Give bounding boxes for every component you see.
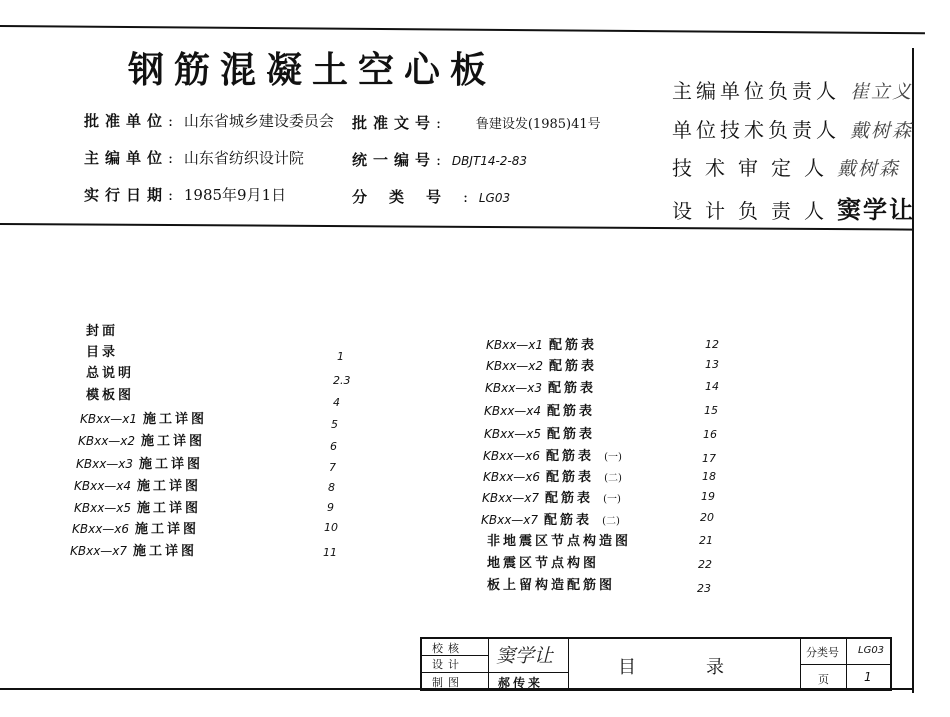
toc-item: 总说明 [86, 366, 135, 381]
signature-name: 戴树森 [837, 158, 901, 180]
meta-value: 鲁建设发(1985)41号 [475, 117, 601, 132]
title-block-row-line [488, 672, 568, 673]
toc-item: KBxx—x1 施工详图 [80, 412, 208, 427]
meta-approval-unit: 批准单位: 山东省城乡建设委员会 [84, 112, 334, 130]
toc-page-number: 11 [323, 546, 337, 559]
toc-item: KBxx—x2 配筋表 [486, 359, 598, 374]
signature-name: 窦学让 [837, 195, 915, 224]
meta-value: 1985年9月1日 [183, 186, 287, 204]
signature-role: 设计负责人 [672, 199, 837, 223]
meta-label: 分类号 [352, 188, 464, 206]
meta-label: 统一编号 [352, 151, 437, 169]
signature-row [672, 152, 900, 181]
toc-page-number: 8 [328, 481, 335, 494]
toc-item: KBxx—x6 配筋表 (一) [483, 449, 622, 464]
meta-label: 批准文号 [352, 114, 437, 132]
frame-right-line [912, 48, 914, 693]
meta-value: LG03 [478, 191, 511, 205]
toc-page-number: 14 [705, 380, 719, 393]
toc-page-number: 23 [697, 582, 711, 595]
signature-role: 技术审定人 [672, 156, 837, 180]
meta-label: 主编单位 [84, 149, 169, 167]
toc-page-number: 16 [703, 428, 717, 441]
signature-row [672, 190, 915, 225]
frame-top-line [0, 25, 925, 34]
page-value: 1 [864, 670, 872, 684]
signature-role: 单位技术负责人 [672, 118, 840, 142]
toc-page-number: 22 [698, 558, 712, 571]
toc-item: KBxx—x3 施工详图 [76, 457, 204, 472]
toc-item: 地震区节点构图 [487, 556, 600, 571]
title-block-divider [488, 639, 489, 689]
page-label: 页 [818, 673, 829, 686]
title-block-design-label: 设计 [432, 658, 464, 671]
toc-item: KBxx—x7 施工详图 [70, 544, 198, 559]
meta-unified-number: 统一编号: DBJT14-2-83 [352, 151, 528, 169]
toc-item: 非地震区节点构造图 [487, 534, 632, 549]
toc-item: 模板图 [86, 388, 135, 403]
title-block [420, 637, 892, 691]
toc-item: KBxx—x4 配筋表 [484, 404, 596, 419]
toc-page-number: 7 [329, 461, 336, 474]
toc-item: KBxx—x3 配筋表 [485, 381, 597, 396]
meta-label: 实行日期 [84, 186, 169, 204]
toc-page-number: 13 [705, 358, 719, 371]
toc-page-number: 6 [330, 440, 337, 453]
title-block-divider [568, 639, 569, 689]
meta-class-number: 分类号: LG03 [352, 188, 511, 206]
signature-row [672, 75, 913, 104]
toc-page-number: 17 [702, 452, 716, 465]
toc-item: KBxx—x5 配筋表 [484, 427, 596, 442]
toc-item: KBxx—x7 配筋表 (一) [482, 491, 621, 506]
toc-page-number: 12 [705, 338, 719, 351]
title-block-row-line [800, 664, 890, 665]
toc-item: 封面 [86, 324, 119, 339]
toc-item: KBxx—x5 施工详图 [74, 501, 202, 516]
drafter-name: 郝传来 [498, 676, 544, 690]
toc-item: 目录 [86, 345, 119, 360]
toc-item: KBxx—x4 施工详图 [74, 479, 202, 494]
toc-page-number: 5 [331, 418, 338, 431]
toc-page-number: 9 [327, 501, 334, 514]
signature-role: 主编单位负责人 [672, 79, 840, 103]
toc-page-number: 19 [701, 490, 715, 503]
toc-page-number: 18 [702, 470, 716, 483]
title-block-check-label: 校核 [432, 642, 464, 655]
meta-value: 山东省城乡建设委员会 [183, 112, 334, 130]
class-number-label: 分类号 [806, 646, 839, 659]
signature-name: 戴树森 [850, 120, 914, 142]
toc-page-number: 1 [337, 350, 344, 363]
signature-row [672, 114, 913, 143]
signature-name: 崔立义 [850, 81, 914, 103]
toc-item: KBxx—x6 施工详图 [72, 522, 200, 537]
toc-page-number: 2.3 [333, 374, 351, 387]
toc-page-number: 15 [704, 404, 718, 417]
meta-value: DBJT14-2-83 [451, 154, 528, 168]
designer-signature: 窦学让 [496, 645, 554, 667]
drawing-name: 目录 [618, 657, 794, 678]
meta-effective-date: 实行日期: 1985年9月1日 [84, 186, 287, 204]
toc-page-number: 21 [699, 534, 713, 547]
toc-item: KBxx—x2 施工详图 [78, 434, 206, 449]
toc-page-number: 20 [700, 511, 714, 524]
class-number-value: LG03 [858, 645, 885, 656]
toc-page-number: 4 [333, 396, 340, 409]
meta-value: 山东省纺织设计院 [183, 149, 304, 167]
toc-item: 板上留构造配筋图 [487, 578, 616, 593]
toc-page-number: 10 [324, 521, 338, 534]
title-block-row-line [422, 672, 488, 673]
toc-item: KBxx—x1 配筋表 [486, 338, 598, 353]
meta-label: 批准单位 [84, 112, 169, 130]
meta-editor-unit: 主编单位: 山东省纺织设计院 [84, 149, 304, 167]
toc-item: KBxx—x6 配筋表 (二) [483, 470, 622, 485]
document-title: 钢筋混凝土空心板 [128, 49, 497, 91]
toc-item: KBxx—x7 配筋表 (二) [481, 513, 620, 528]
title-block-drafting-label: 制图 [432, 676, 464, 689]
meta-approval-number: 批准文号: 鲁建设发(1985)41号 [352, 114, 601, 132]
